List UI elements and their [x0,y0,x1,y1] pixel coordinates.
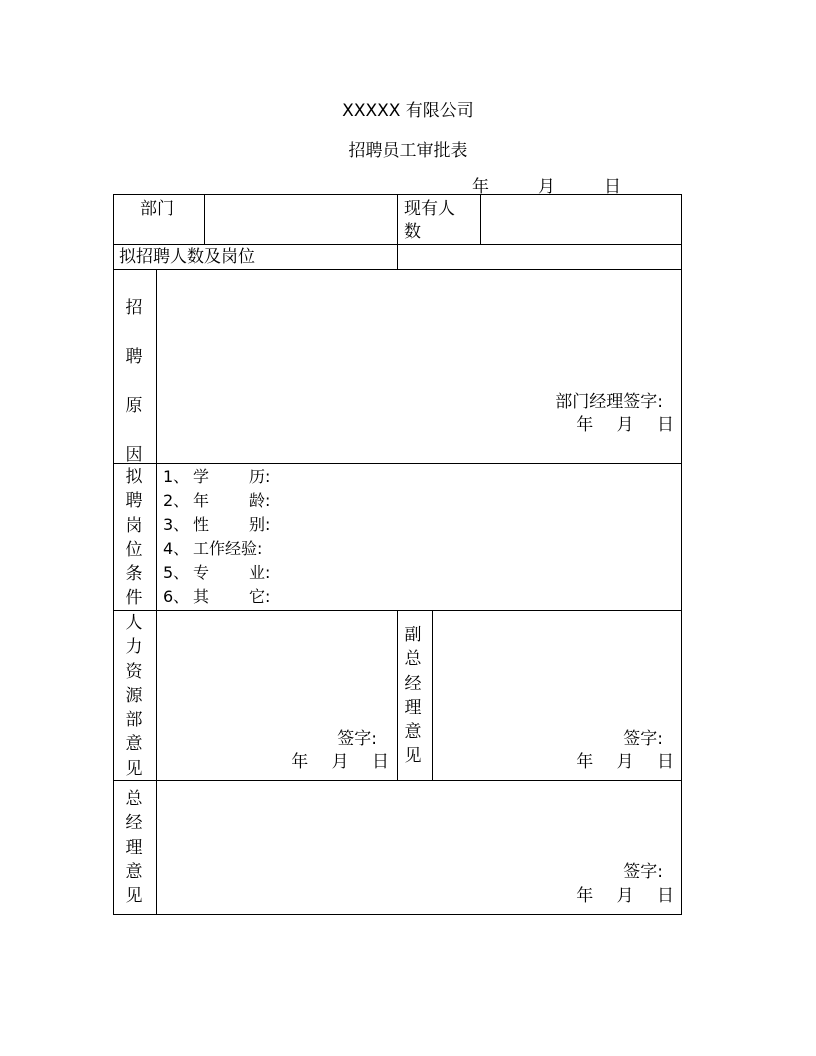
row-divider [113,269,682,270]
current-headcount-field[interactable] [482,196,679,242]
hr-opinion-field[interactable] [158,612,395,722]
col-divider [432,610,433,780]
gm-signature-label: 签字: [623,862,663,882]
dept-manager-signature-label: 部门经理签字: [555,392,663,412]
vp-opinion-field[interactable] [434,612,679,722]
col-divider [397,194,398,269]
reason-field[interactable] [158,271,679,391]
department-field[interactable] [206,196,395,242]
requirement-age[interactable]: 2、 年 龄: [163,491,271,510]
reason-label: 招 聘 原 因 [125,298,143,465]
requirement-education[interactable]: 1、 学 历: [163,467,271,486]
header-date-month: 月 [538,177,555,197]
col-divider [156,269,157,914]
header-date-day: 日 [604,177,621,197]
table-border-bottom [113,914,682,915]
requirement-gender[interactable]: 3、 性 别: [163,515,271,534]
vp-date: 年 月 日 [576,752,674,772]
department-label: 部门 [140,199,174,219]
row-divider [113,463,682,464]
header-date [0,172,816,197]
requirement-other[interactable]: 6、 其 它: [163,587,271,606]
col-divider [204,194,205,244]
requirements-label: 拟 聘 岗 位 条 件 [125,467,143,609]
company-name: XXXXX 有限公司 [342,101,474,121]
col-divider [480,194,481,244]
header-date-year: 年 [472,177,489,197]
requirement-major[interactable]: 5、 专 业: [163,563,271,582]
form-title: 招聘员工审批表 [348,141,468,161]
hr-opinion-label: 人 力 资 源 部 意 见 [125,613,143,779]
reason-date: 年 月 日 [576,415,674,435]
gm-opinion-label: 总 经 理 意 见 [125,789,143,907]
gm-date: 年 月 日 [576,886,674,906]
vp-signature-label: 签字: [623,729,663,749]
row-divider [113,780,682,781]
planned-positions-field[interactable] [399,246,679,268]
table-border-left [113,194,114,915]
planned-positions-label: 拟招聘人数及岗位 [119,247,255,267]
requirement-experience[interactable]: 4、 工作经验: [163,539,263,558]
vp-opinion-label: 副 总 经 理 意 见 [404,625,422,767]
hr-signature-label: 签字: [337,729,377,749]
current-headcount-label-line1: 现有人 [404,199,455,219]
table-border-right [681,194,682,915]
col-divider [397,610,398,780]
hr-date: 年 月 日 [291,752,389,772]
gm-opinion-field[interactable] [158,782,679,857]
current-headcount-label-line2: 数 [404,222,421,242]
